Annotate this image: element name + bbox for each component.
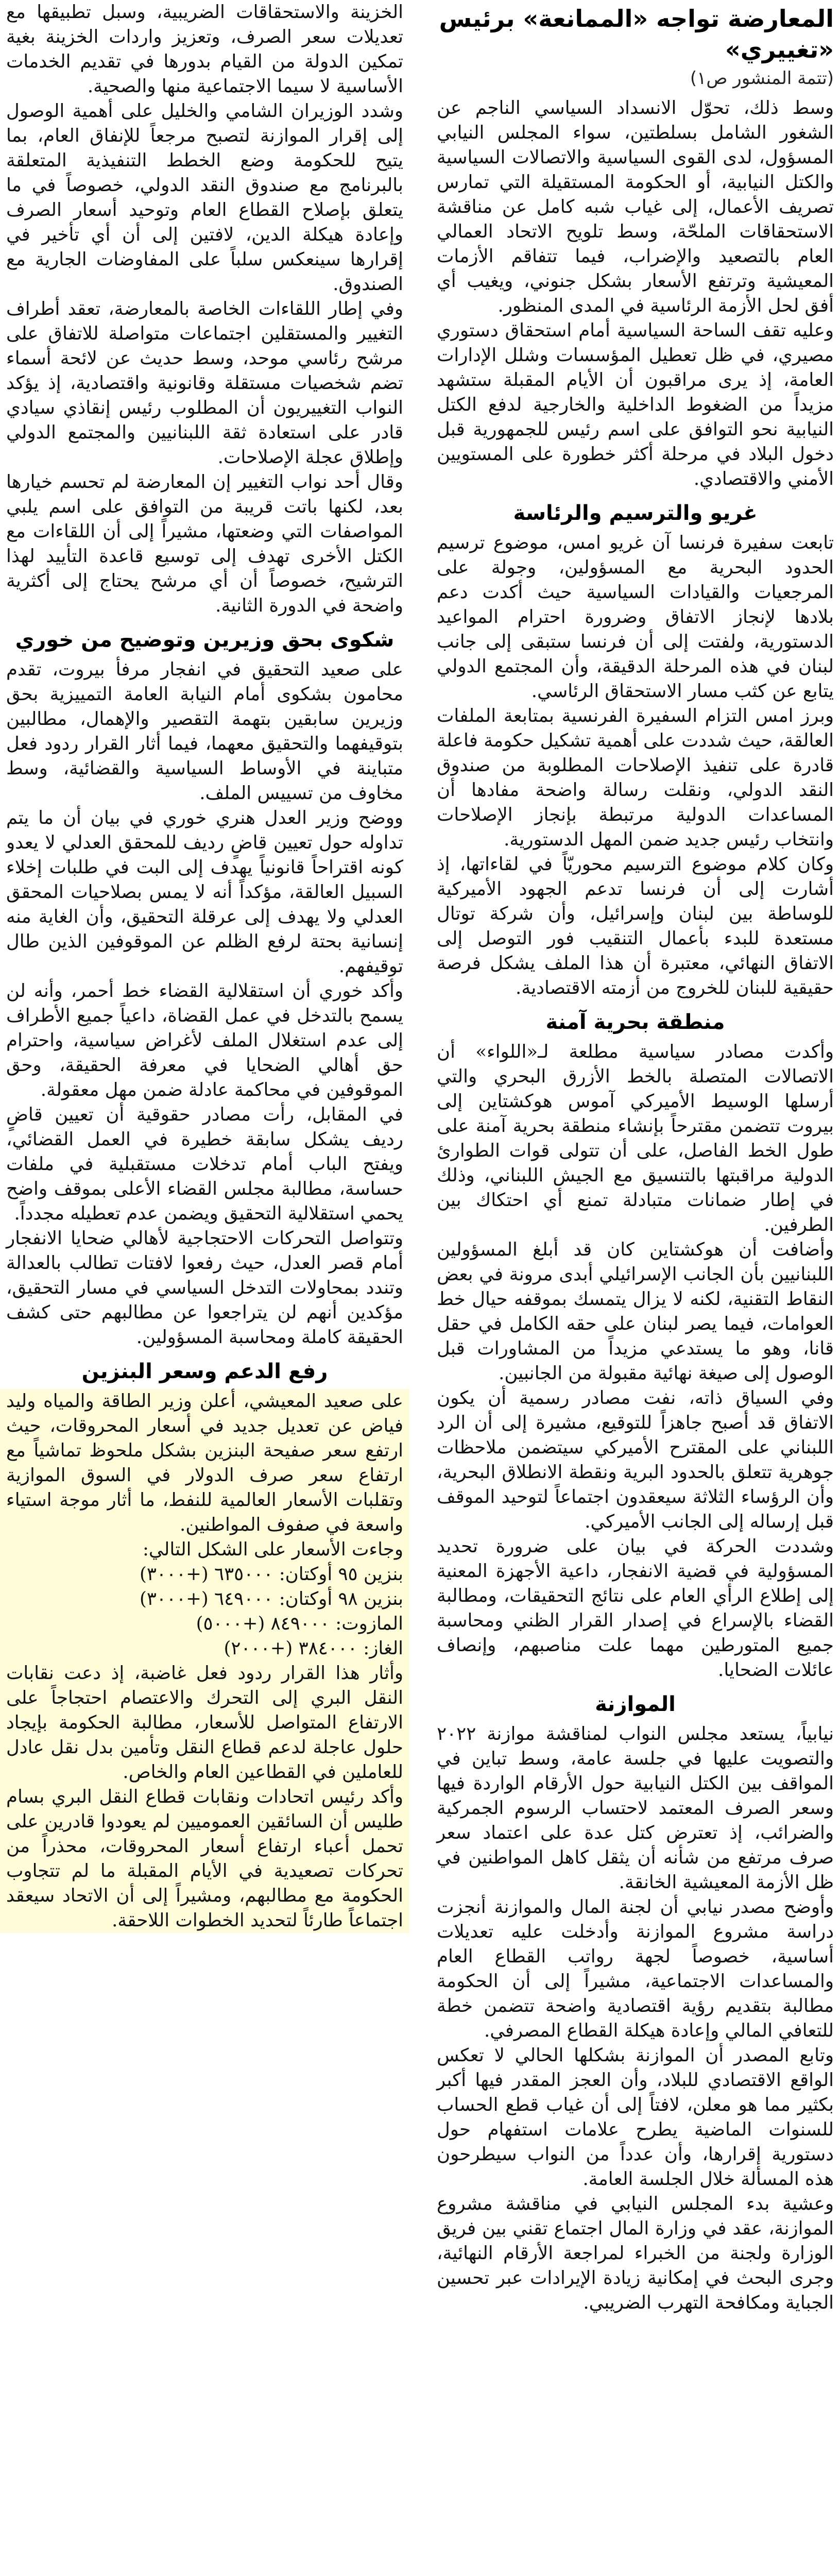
price-line: بنزين ٩٨ أوكتان: ٦٤٩٠٠٠ (+٣٠٠٠) <box>140 1588 403 1609</box>
paragraph: وأضافت أن هوكشتاين كان قد أبلغ المسؤولين اللبنانيين بأن الجانب الإسرائيلي أبدى مرونة في بعض النقاط التقنية، لكنه لا يزال يتمسك بموقفه حيال خط العوامات، فيما يصر لبنان على حقه الكامل في حقل قانا، وهو ما يستدعي مزيداً من المشاورات قبل الوصول إلى صيغة نهائية مقبولة من الجانبين. <box>437 1239 834 1384</box>
price-line: المازوت: ٨٤٩٠٠٠ (+٥٠٠٠) <box>196 1613 403 1634</box>
paragraph: وتتواصل التحركات الاحتجاجية لأهالي ضحايا الانفجار أمام قصر العدل، حيث رفعوا لافتات تطالب بالعدالة وتندد بمحاولات التدخل السياسي في مسار التحقيق، مؤكدين أنهم لن يتراجعوا عن مطالبهم حتى كشف الحقيقة كاملة ومحاسبة المسؤولين. <box>6 1228 403 1348</box>
paragraph: وشددت الحركة في بيان على ضرورة تحديد المسؤولية في قضية الانفجار، داعية الأجهزة المعنية إلى إطلاع الرأي العام على نتائج التحقيقات، ومطالبة القضاء بالإسراع في إصدار القرار الظني ومحاسبة جميع المتورطين مهما علت مناصبهم، وإنصاف عائلات الضحايا. <box>437 1536 834 1681</box>
paragraph: وأثار هذا القرار ردود فعل غاضبة، إذ دعت نقابات النقل البري إلى التحرك والاعتصام احتجاجاً على الارتفاع المتواصل للأسعار، مطالبة الحكومة بإيجاد حلول عاجلة لدعم قطاع النقل وتأمين بدل نقل عادل للعاملين في القطاعين العام والخاص. <box>6 1663 403 1783</box>
paragraph: نيابياً، يستعد مجلس النواب لمناقشة موازنة ٢٠٢٢ والتصويت عليها في جلسة عامة، وسط تباين في المواقف بين الكتل النيابية حول الأرقام الواردة فيها وسعر الصرف المعتمد لاحتساب الرسوم الجمركية والضرائب، إذ تعترض كتل عدة على اعتماد سعر صرف مرتفع من شأنه أن يثقل كاهل المواطنين في ظل الأزمة المعيشية الخانقة. <box>437 1723 834 1893</box>
paragraph: وبرز امس التزام السفيرة الفرنسية بمتابعة الملفات العالقة، حيث شددت على أهمية تشكيل حكومة فاعلة قادرة على تنفيذ الإصلاحات المطلوبة من صندوق النقد الدولي، ونقلت رسالة واضحة مفادها أن المساعدات الدولية مرتبطة بإنجاز الإصلاحات وانتخاب رئيس جديد ضمن المهل الدستورية. <box>437 705 834 850</box>
paragraph: تابعت سفيرة فرنسا آن غريو امس، موضوع ترسيم الحدود البحرية مع المسؤولين، وجولة على المرجعيات والقيادات السياسية حيث أكدت دعم بلادها لإنجاز الاتفاق وضرورة احترام المواعيد الدستورية، ولفتت إلى أن فرنسا ستبقى إلى جانب لبنان في هذه المرحلة الدقيقة، وأن المجتمع الدولي يتابع عن كثب مسار الاستحقاق الرئاسي. <box>437 532 834 702</box>
dateline: (تتمة المنشور ص١) <box>690 68 834 89</box>
paragraph: وجاءت الأسعار على الشكل التالي: <box>142 1539 403 1560</box>
paragraph: في المقابل، رأت مصادر حقوقية أن تعيين قاضٍ رديف يشكل سابقة خطيرة في العمل القضائي، ويفتح الباب أمام تدخلات مستقبلية في ملفات حساسة، مطالبة مجلس القضاء الأعلى بموقف واضح يحمي استقلالية التحقيق ويضمن عدم تعطيله مجدداً. <box>6 1104 403 1224</box>
left-column <box>0 0 409 2576</box>
section-heading: غريو والترسيم والرئاسة <box>513 501 758 525</box>
paragraph: وأوضح مصدر نيابي أن لجنة المال والموازنة أنجزت دراسة مشروع الموازنة وأدخلت عليه تعديلات أساسية، خصوصاً لجهة رواتب القطاع العام والمساعدات الاجتماعية، مشيراً إلى أن الحكومة مطالبة بتقديم رؤية اقتصادية واضحة تتضمن خطة للتعافي المالي وإعادة هيكلة القطاع المصرفي. <box>437 1896 834 2041</box>
paragraph: وفي إطار اللقاءات الخاصة بالمعارضة، تعقد أطراف التغيير والمستقلين اجتماعات متواصلة للاتفاق على مرشح رئاسي موحد، وسط حديث عن لائحة أسماء تضم شخصيات مستقلة وقانونية واقتصادية، إذ يؤكد النواب التغييريون أن المطلوب رئيس إنقاذي سيادي قادر على استعادة ثقة اللبنانيين والمجتمع الدولي وإطلاق عجلة الإصلاحات. <box>6 298 403 468</box>
shaded-box <box>0 1389 409 1933</box>
paragraph: وعليه تقف الساحة السياسية أمام استحقاق دستوري مصيري، في ظل تعطيل المؤسسات وشلل الإدارات العامة، إذ يرى مراقبون أن الأيام المقبلة ستشهد مزيداً من الضغوط الداخلية والخارجية لدفع الكتل النيابية نحو التوافق على اسم رئيس للجمهورية قبل دخول البلاد في مرحلة أكثر خطورة على المستويين الأمني والاقتصادي. <box>437 320 834 489</box>
article-title: المعارضة تواجه «الممانعة» برئيس «تغييري» <box>439 5 834 63</box>
paragraph: على صعيد المعيشي، أعلن وزير الطاقة والمياه وليد فياض عن تعديل جديد في أسعار المحروقات، حيث ارتفع سعر صفيحة البنزين بشكل ملحوظ تماشياً مع ارتفاع سعر صرف الدولار في السوق الموازية وتقلبات الأسعار العالمية للنفط، ما أثار موجة استياء واسعة في صفوف المواطنين. <box>6 1391 403 1535</box>
right-column <box>431 0 840 2576</box>
paragraph: ووضح وزير العدل هنري خوري في بيان أن ما يتم تداوله حول تعيين قاضٍ رديف للمحقق العدلي لا يعدو كونه اقتراحاً قانونياً يهدف إلى البت في طلبات إخلاء السبيل العالقة، مؤكداً أنه لا يمس بصلاحيات المحقق العدلي ولا يهدف إلى عرقلة التحقيق، وأن الغاية منه إنسانية بحتة لرفع الظلم عن الموقوفين الذين طال توقيفهم. <box>6 807 403 977</box>
paragraph: وعشية بدء المجلس النيابي في مناقشة مشروع الموازنة، عقد في وزارة المال اجتماع تقني بين فريق الوزارة ولجنة من الخبراء لمراجعة الأرقام النهائية، وجرى البحث في إمكانية زيادة الإيرادات عبر تحسين الجباية ومكافحة التهرب الضريبي. <box>437 2193 834 2313</box>
section-heading: رفع الدعم وسعر البنزين <box>81 1360 328 1383</box>
paragraph: وكان كلام موضوع الترسيم محوريّاً في لقاءاتها، إذ أشارت إلى أن فرنسا تدعم الجهود الأميركية للوساطة بين لبنان وإسرائيل، وأن شركة توتال مستعدة للبدء بأعمال التنقيب فور التوصل إلى الاتفاق النهائي، معتبرة أن هذا الملف يشكل فرصة حقيقية للبنان للخروج من أزمته الاقتصادية. <box>437 854 834 998</box>
paragraph: وأكد رئيس اتحادات ونقابات قطاع النقل البري بسام طليس أن السائقين العموميين لم يعودوا قادرين على تحمل أعباء ارتفاع أسعار المحروقات، محذراً من تحركات تصعيدية في الأيام المقبلة ما لم تتجاوب الحكومة مع مطالبهم، ومشيراً إلى أن الاتحاد سيعقد اجتماعاً طارئاً لتحديد الخطوات اللاحقة. <box>6 1786 403 1931</box>
price-line: بنزين ٩٥ أوكتان: ٦٣٥٠٠٠ (+٣٠٠٠) <box>140 1564 403 1585</box>
paragraph: وتابع المصدر أن الموازنة بشكلها الحالي لا تعكس الواقع الاقتصادي للبلاد، وأن العجز المقدر فيها أكبر بكثير مما هو معلن، لافتاً إلى أن غياب قطع الحساب للسنوات الماضية يطرح علامات استفهام حول دستورية إقرارها، وأن عدداً من النواب سيطرحون هذه المسألة خلال الجلسة العامة. <box>437 2045 834 2190</box>
section-heading: شكوى بحق وزيرين وتوضيح من خوري <box>15 628 395 652</box>
paragraph: وأكد خوري أن استقلالية القضاء خط أحمر، وأنه لن يسمح بالتدخل في عمل القضاة، داعياً جميع الأطراف إلى عدم استغلال الملف لأغراض سياسية، واحترام حق أهالي الضحايا في معرفة الحقيقة، وحق الموقوفين في محاكمة عادلة ضمن مهل معقولة. <box>6 980 403 1100</box>
paragraph: وأكدت مصادر سياسية مطلعة لـ«اللواء» أن الاتصالات المتصلة بالخط الأزرق البحري والتي أرسلها الوسيط الأميركي آموس هوكشتاين إلى بيروت تتضمن مقترحاً بإنشاء منطقة بحرية آمنة على طول الخط الفاصل، على أن تتولى قوات الطوارئ الدولية مراقبتها بالتنسيق مع الجيش اللبناني، وذلك في إطار ضمانات متبادلة تمنع أي احتكاك بين الطرفين. <box>437 1041 834 1235</box>
price-line: الغاز: ٣٨٤٠٠٠ (+٢٠٠٠) <box>224 1638 403 1659</box>
paragraph: وفي السياق ذاته، نفت مصادر رسمية أن يكون الاتفاق قد أصبح جاهزاً للتوقيع، مشيرة إلى أن الرد اللبناني على المقترح الأميركي سيتضمن ملاحظات جوهرية تتعلق بالحدود البرية ونقطة الانطلاق البحرية، وأن الرؤساء الثلاثة سيعقدون اجتماعاً لتوحيد الموقف قبل إرساله إلى الجانب الأميركي. <box>437 1387 834 1532</box>
paragraph: على صعيد التحقيق في انفجار مرفأ بيروت، تقدم محامون بشكوى أمام النيابة العامة التمييزية بحق وزيرين سابقين بتهمة التقصير والإهمال، مطالبين بتوقيفهما والتحقيق معهما، فيما أثار القرار ردود فعل متباينة في الأوساط السياسية والقضائية، وسط مخاوف من تسييس الملف. <box>6 659 403 804</box>
paragraph: وشدد الوزيران الشامي والخليل على أهمية الوصول إلى إقرار الموازنة لتصبح مرجعاً للإنفاق العام، بما يتيح للحكومة وضع الخطط التنفيذية المتعلقة بالبرنامج مع صندوق النقد الدولي، خصوصاً في ما يتعلق بإصلاح القطاع العام وتوحيد أسعار الصرف وإعادة هيكلة الدين، لافتين إلى أن أي تأخير في إقرارها سينعكس سلباً على المفاوضات الجارية مع الصندوق. <box>6 100 403 295</box>
paragraph: وقال أحد نواب التغيير إن المعارضة لم تحسم خيارها بعد، لكنها باتت قريبة من التوافق على اسم يلبي المواصفات التي وضعتها، مشيراً إلى أن اللقاءات مع الكتل الأخرى تهدف إلى توسيع قاعدة التأييد لهذا الترشيح، خصوصاً أن أي مرشح يحتاج إلى أكثرية واضحة في الدورة الثانية. <box>6 471 403 616</box>
paragraph: وسط ذلك، تحوّل الانسداد السياسي الناجم عن الشغور الشامل بسلطتين، سواء المجلس النيابي المسؤول، لدى القوى السياسية والاتصالات السياسية والكتل النيابية، أو الحكومة المستقيلة التي تمارس تصريف الأعمال، إلى غياب شبه كامل عن مناقشة الاستحقاقات الملحّة، وسط تلويح الاتحاد العمالي العام بالتصعيد والإضراب، فيما تتفاقم الأزمات المعيشية وترتفع الأسعار بشكل جنوني، ويغيب أي أفق لحل الأزمة الرئاسية في المدى المنظور. <box>437 97 834 316</box>
paragraph: الخزينة والاستحقاقات الضريبية، وسبل تطبيقها مع تعديلات سعر الصرف، وتعزيز واردات الخزينة بغية تمكين الدولة من القيام بدورها في تقديم الخدمات الأساسية لا سيما الاجتماعية منها والصحية. <box>6 2 403 97</box>
section-heading: الموازنة <box>595 1692 676 1716</box>
section-heading: منطقة بحرية آمنة <box>545 1010 725 1034</box>
